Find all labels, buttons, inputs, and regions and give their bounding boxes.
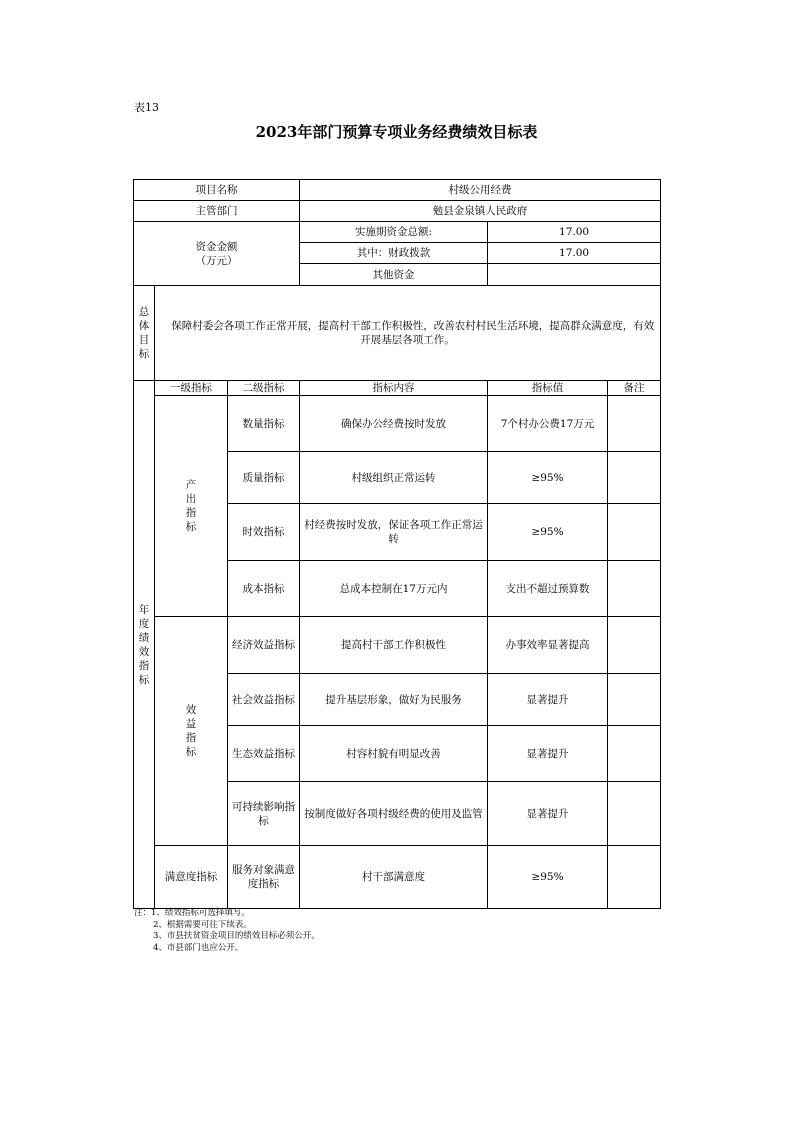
goal-label-char: 体 (138, 320, 150, 332)
level1-benefit-indicators (155, 617, 228, 846)
remark-cell (608, 504, 661, 561)
total-funds-value: 17.00 (488, 222, 661, 243)
funds-label-line1: 资金金额 (195, 240, 238, 253)
content-cell: 总成本控制在17万元内 (300, 561, 488, 617)
funds-label-line2: （万元） (195, 254, 238, 267)
level2-cell: 可持续影响指标 (228, 782, 300, 846)
level1-char: 产 (185, 479, 197, 491)
value-cell: ≥95% (488, 846, 608, 909)
level2-cell: 数量指标 (228, 396, 300, 452)
remark-cell (608, 617, 661, 674)
table-number: 表13 (134, 101, 159, 114)
fiscal-funds-value: 17.00 (488, 243, 661, 264)
level2-cell: 时效指标 (228, 504, 300, 561)
annual-label-char: 指 (138, 659, 150, 672)
level1-char: 出 (185, 493, 197, 505)
value-cell: ≥95% (488, 452, 608, 504)
department-label: 主管部门 (134, 201, 300, 222)
annual-indicators-label (134, 381, 155, 909)
total-funds-label: 实施期资金总额: (300, 222, 488, 243)
annual-label-char: 效 (138, 645, 150, 658)
content-cell: 村经费按时发放，保证各项工作正常运转 (300, 504, 488, 561)
note-line: 4、市县部门也应公开。 (153, 942, 244, 953)
project-name-value: 村级公用经费 (300, 180, 661, 201)
level1-char: 指 (185, 732, 197, 744)
note-line: 2、根据需要可往下续表。 (153, 919, 252, 930)
level2-cell: 成本指标 (228, 561, 300, 617)
header-content: 指标内容 (300, 381, 488, 396)
performance-target-table (133, 179, 661, 909)
annual-label-char: 度 (138, 617, 150, 630)
table-row (134, 846, 661, 909)
header-level1: 一级指标 (155, 381, 228, 396)
level1-char: 标 (185, 521, 197, 533)
value-cell: 显著提升 (488, 674, 608, 726)
table-row (134, 617, 661, 674)
goal-label-char: 总 (138, 306, 150, 318)
content-cell: 村干部满意度 (300, 846, 488, 909)
content-cell: 按制度做好各项村级经费的使用及监管 (300, 782, 488, 846)
overall-goal-text: 保障村委会各项工作正常开展，提高村干部工作积极性，改善农村村民生活环境，提高群众满意度，有效开展基层各项工作。 (155, 286, 661, 381)
value-cell: 显著提升 (488, 782, 608, 846)
level2-cell: 服务对象满意度指标 (228, 846, 300, 909)
remark-cell (608, 782, 661, 846)
level1-char: 效 (185, 704, 197, 716)
level2-cell: 社会效益指标 (228, 674, 300, 726)
project-name-label: 项目名称 (134, 180, 300, 201)
goal-label-char: 目 (138, 334, 150, 346)
table-row (134, 396, 661, 452)
header-level2: 二级指标 (228, 381, 300, 396)
level1-char: 指 (185, 507, 197, 519)
level1-output-indicators (155, 396, 228, 617)
other-funds-value (488, 264, 661, 286)
value-cell: 显著提升 (488, 726, 608, 782)
other-funds-label: 其他资金 (300, 264, 488, 286)
value-cell: ≥95% (488, 504, 608, 561)
level2-cell: 质量指标 (228, 452, 300, 504)
value-cell: 7个村办公费17万元 (488, 396, 608, 452)
value-cell: 支出不超过预算数 (488, 561, 608, 617)
department-value: 勉县金泉镇人民政府 (300, 201, 661, 222)
remark-cell (608, 846, 661, 909)
goal-label-char: 标 (138, 348, 150, 360)
level2-cell: 经济效益指标 (228, 617, 300, 674)
notes (134, 908, 320, 954)
content-cell: 提高村干部工作积极性 (300, 617, 488, 674)
content-cell: 村容村貌有明显改善 (300, 726, 488, 782)
level2-cell: 生态效益指标 (228, 726, 300, 782)
remark-cell (608, 674, 661, 726)
level1-char: 标 (185, 746, 197, 758)
level1-char: 益 (185, 718, 197, 730)
header-remark: 备注 (608, 381, 661, 396)
annual-label-char: 绩 (138, 631, 150, 644)
note-line: 3、市县扶贫资金项目的绩效目标必须公开。 (153, 931, 320, 941)
remark-cell (608, 561, 661, 617)
content-cell: 提升基层形象，做好为民服务 (300, 674, 488, 726)
level1-satisfaction-indicators: 满意度指标 (155, 846, 228, 909)
remark-cell (608, 726, 661, 782)
fiscal-funds-label: 其中：财政拨款 (300, 243, 488, 264)
note-line: 注：1、绩效指标可选择填写。 (134, 908, 250, 918)
overall-goal-label (134, 286, 155, 381)
content-cell: 村级组织正常运转 (300, 452, 488, 504)
funds-label (134, 222, 300, 286)
annual-label-char: 标 (138, 673, 150, 686)
value-cell: 办事效率显著提高 (488, 617, 608, 674)
remark-cell (608, 452, 661, 504)
page-title: 2023年部门预算专项业务经费绩效目标表 (255, 123, 538, 141)
content-cell: 确保办公经费按时发放 (300, 396, 488, 452)
header-value: 指标值 (488, 381, 608, 396)
remark-cell (608, 396, 661, 452)
annual-label-char: 年 (138, 603, 150, 616)
